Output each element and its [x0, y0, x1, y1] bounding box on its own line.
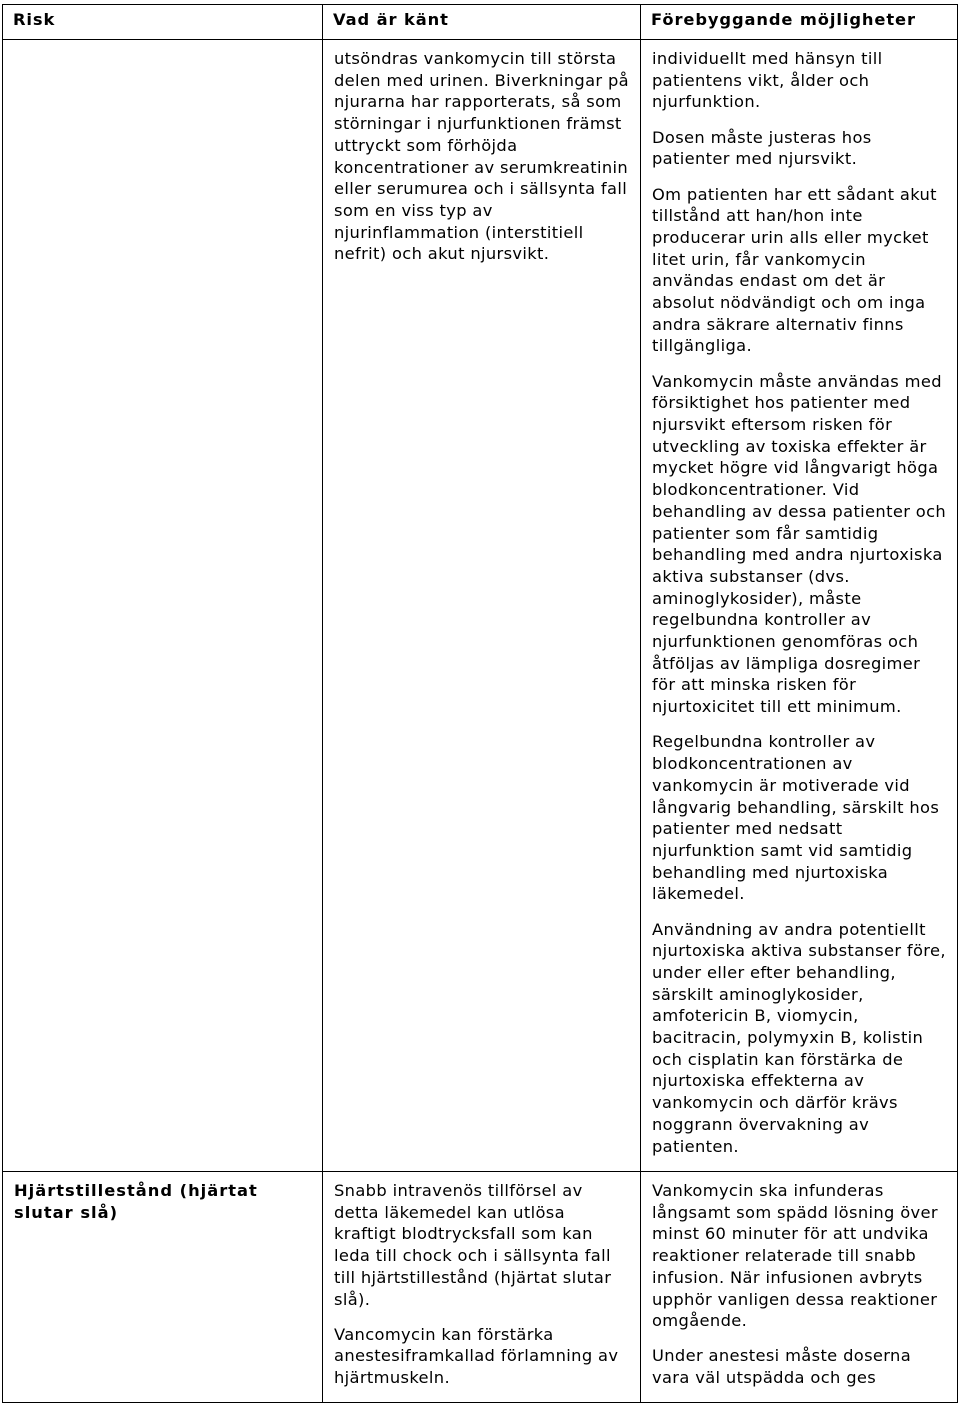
known-paragraph: Snabb intravenös tillförsel av detta läkemedel kan utlösa kraftigt blodtrycksfall som kan leda till chock och i sällsynta fall till hjärtstillestånd (hjärtat slutar slå). [334, 1181, 612, 1309]
prevention-paragraph: Regelbundna kontroller av blodkoncentrationen av vankomycin är motiverade vid långvarig behandling, särskilt hos patienter med nedsatt njurfunktion samt vid samtidig behandling med njurtoxiska läkemedel. [652, 732, 940, 904]
cell-prevention [641, 1172, 958, 1403]
header-known: Vad är känt [323, 5, 641, 40]
prevention-paragraph: Vankomycin ska infunderas långsamt som spädd lösning över minst 60 minuter för att undvika reaktioner relaterade till snabb infusion. När infusionen avbryts upphör vanligen dessa reaktioner omgående. [652, 1181, 938, 1331]
prevention-paragraph: Under anestesi måste doserna vara väl utspädda och ges [652, 1346, 912, 1388]
known-paragraph: utsöndras vankomycin till största delen med urinen. Biverkningar på njurarna har rapporterats, så som störningar i njurfunktionen främst uttryckt som förhöjda koncentrationer av serumkreatinin eller serumurea och i sällsynta fall som en viss typ av njurinflammation (interstitiell nefrit) och akut njursvikt. [334, 49, 629, 264]
header-prevention: Förebyggande möjligheter [641, 5, 958, 40]
known-paragraph: Vancomycin kan förstärka anestesiframkallad förlamning av hjärtmuskeln. [334, 1324, 619, 1388]
table-row-cardiac-arrest [3, 1172, 958, 1403]
header-risk: Risk [3, 5, 323, 40]
prevention-paragraph: Användning av andra potentiellt njurtoxiska aktiva substanser före, under eller efter behandling, särskilt aminoglykosider, amfotericin B, viomycin, bacitracin, polymyxin B, kolistin och cisplatin kan förstärka de njurtoxiska effekterna av vankomycin och därför krävs noggrann övervakning av patienten. [652, 919, 946, 1156]
cell-risk [3, 40, 323, 1172]
cell-known [323, 40, 641, 1172]
cell-prevention [641, 40, 958, 1172]
risk-table [2, 4, 958, 1403]
cell-known [323, 1172, 641, 1403]
cell-risk [3, 1172, 323, 1403]
prevention-paragraph: Om patienten har ett sådant akut tillstånd att han/hon inte producerar urin alls eller mycket litet urin, får vankomycin användas endast om det är absolut nödvändigt och om inga andra säkrare alternativ finns tillgängliga. [652, 184, 937, 356]
prevention-paragraph: Vankomycin måste användas med försiktighet hos patienter med njursvikt eftersom risken för utveckling av toxiska effekter är mycket högre vid långvarigt höga blodkoncentrationer. Vid behandling av dessa patienter och patienter som får samtidig behandling med andra njurtoxiska aktiva substanser (dvs. aminoglykosider), måste regelbundna kontroller av njurfunktionen genomföras och åtföljas av lämpliga dosregimer för att minska risken för njurtoxicitet till ett minimum. [652, 371, 947, 717]
prevention-paragraph: individuellt med hänsyn till patientens vikt, ålder och njurfunktion. [652, 49, 883, 112]
prevention-paragraph: Dosen måste justeras hos patienter med njursvikt. [652, 127, 872, 169]
table-row-kidney-continued [3, 40, 958, 1172]
header-row [3, 5, 958, 40]
risk-name: Hjärtstillestånd (hjärtat slutar slå) [14, 1181, 258, 1222]
